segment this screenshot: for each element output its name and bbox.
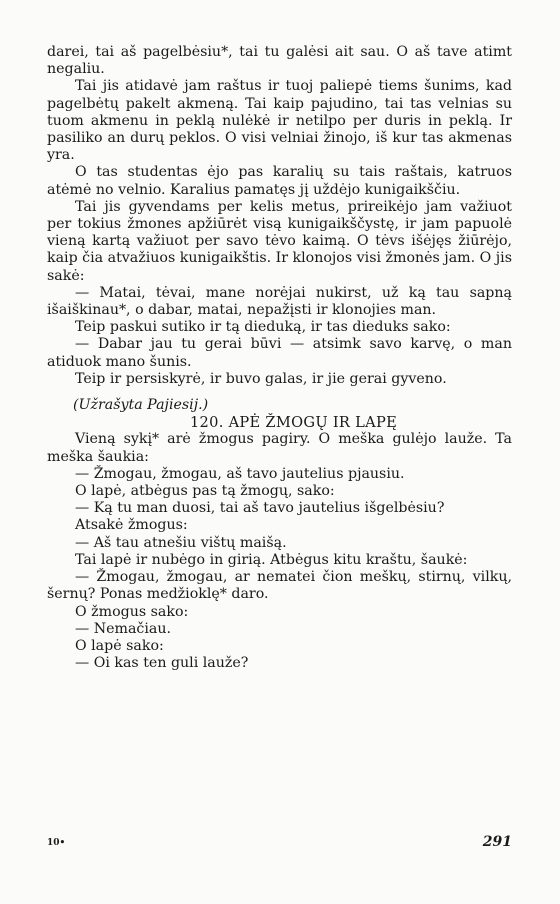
chapter-title: 120. APĖ ŽMOGŲ IR LAPĘ [189, 414, 398, 432]
paragraph: Teip ir persiskyrė, ir buvo galas, ir jie gerai gyveno. [75, 370, 447, 387]
dialogue-line: — Nemačiau. [75, 620, 172, 637]
dialogue-line: — Žmogau, žmogau, aš tavo jautelius pjausiu. [75, 465, 405, 482]
page-text [47, 44, 512, 672]
paragraph: O tas studentas ėjo pas karalių su tais raštais, katruos atėmė no velnio. Karalius pamatęs jį uždėjo kunigaikščiu. [47, 164, 512, 198]
paragraph: Tai jis atidavė jam raštus ir tuoj paliepė tiems šunims, kad pagelbėtų pakelt akmeną. Tai kaip pajudino, tai tas velnias su tuom akmenu in peklą nulėkė ir netilpo per duris in peklą. Ir pasiliko an durų peklos. O visi velniai žinojo, iš kur tas akmenas yra. [47, 78, 512, 164]
signature-mark: 10• [47, 838, 66, 848]
paragraph: O žmogus sako: [75, 603, 189, 620]
paragraph: Atsakė žmogus: [75, 517, 188, 534]
paragraph: Vieną sykį* arė žmogus pagiry. O meška gulėjo lauže. Ta meška šaukia: [47, 431, 512, 465]
page-footer [47, 834, 512, 854]
paragraph: O lapė sako: [75, 637, 164, 654]
paragraph: Tai lapė ir nubėgo in girią. Atbėgus kitu kraštu, šaukė: [75, 551, 468, 568]
dialogue-line: — Matai, tėvai, mane norėjai nukirst, už ką tau sapną išaiškinau*, o dabar, matai, nepažįsti ir klonojies man. [47, 284, 512, 319]
paragraph: Teip paskui sutiko ir tą dieduką, ir tas dieduks sako: [75, 319, 451, 336]
dialogue-line: — Ką tu man duosi, tai aš tavo jautelius išgelbėsiu? [75, 500, 445, 517]
dialogue-line: — Aš tau atnešiu vištų maišą. [75, 534, 287, 551]
source-note: (Užrašyta Pajiesij.) [73, 397, 209, 414]
paragraph: O lapė, atbėgus pas tą žmogų, sako: [75, 483, 335, 500]
paragraph: Tai jis gyvendams per kelis metus, prireikėjo jam važiuot per tokius žmones apžiūrėt visą kunigaikščystę, ir jam papuolė vieną kartą važiuot per savo tėvo kaimą. O tėvs išėjęs žiūrėjo, kaip čia atvažiuos kunigaikštis. Ir klonojos visi žmonės jam. O jis sakė: [47, 198, 513, 284]
paragraph: darei, tai aš pagelbėsiu*, tai tu galėsi ait sau. O aš tave atimt negaliu. [47, 44, 512, 78]
dialogue-line: — Oi kas ten guli lauže? [75, 655, 249, 672]
page-number: 291 [482, 834, 512, 850]
dialogue-line: — Žmogau, žmogau, ar nematei čion meškų, stirnų, vilkų, šernų? Ponas medžioklę* daro. [47, 569, 512, 603]
dialogue-line: — Dabar jau tu gerai būvi — atsimk savo karvę, o man atiduok mano šunis. [47, 336, 512, 370]
